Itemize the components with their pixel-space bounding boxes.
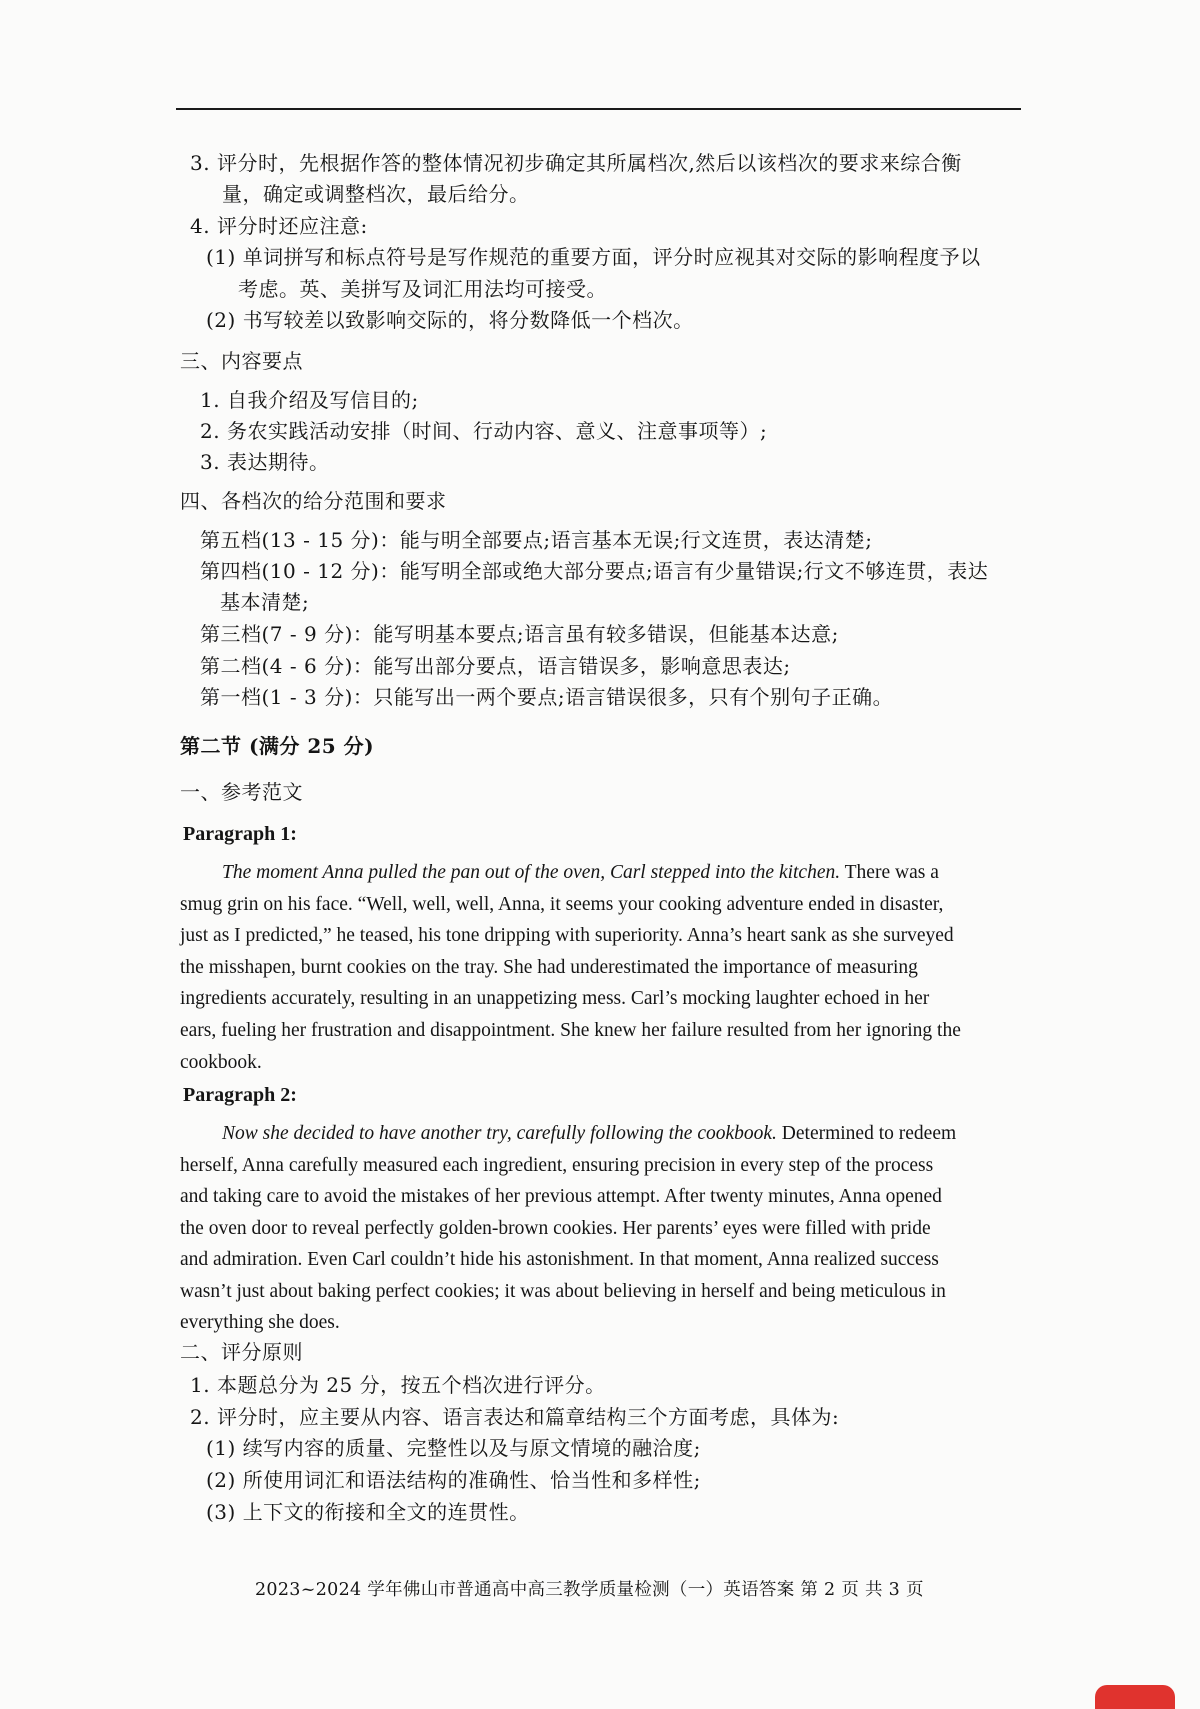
scoring-principles-heading: 二、评分原则 — [180, 1340, 303, 1364]
item-4-sub-1-line-2: 考虑。英、美拼写及词汇用法均可接受。 — [238, 277, 607, 301]
paragraph-2-line: herself, Anna carefully measured each ingredient, ensuring precision in every step of the process — [180, 1155, 934, 1176]
corner-badge — [1095, 1685, 1175, 1709]
paragraph-1-line: ears, fueling her frustration and disappointment. She knew her failure resulted from her ignoring the — [180, 1020, 961, 1041]
content-points-heading: 三、内容要点 — [180, 349, 303, 373]
paragraph-2-line: and taking care to avoid the mistakes of her previous attempt. After twenty minutes, Anna opened — [180, 1186, 942, 1207]
paragraph-2-line-1-rest: Determined to redeem — [776, 1123, 957, 1144]
header-rule — [176, 108, 1021, 110]
paragraph-2-line: the oven door to reveal perfectly golden-brown cookies. Her parents’ eyes were filled with pride — [180, 1218, 931, 1239]
paragraph-2-line: and admiration. Even Carl couldn’t hide his astonishment. In that moment, Anna realized success — [180, 1249, 939, 1270]
paragraph-1-line: smug grin on his face. “Well, well, well, Anna, it seems your cooking adventure ended in disaster, — [180, 894, 944, 915]
grade-4-line-1: 第四档(10 - 12 分)：能写明全部或绝大部分要点;语言有少量错误;行文不够连贯，表达 — [200, 559, 989, 583]
page-footer: 2023~2024 学年佛山市普通高中高三教学质量检测（一）英语答案 第 2 页 共 3 页 — [255, 1580, 924, 1600]
paragraph-2-label: Paragraph 2: — [183, 1084, 297, 1106]
paragraph-2-line-1 — [222, 1121, 956, 1147]
item-4-sub-2: (2) 书写较差以致影响交际的，将分数降低一个档次。 — [206, 308, 694, 332]
paragraph-1-label: Paragraph 1: — [183, 823, 297, 845]
paragraph-1-line-1 — [222, 860, 939, 886]
scoring-principle: 1. 本题总分为 25 分，按五个档次进行评分。 — [190, 1373, 606, 1397]
paragraph-2-line: everything she does. — [180, 1312, 340, 1333]
content-point-2: 2. 务农实践活动安排（时间、行动内容、意义、注意事项等）; — [200, 419, 768, 443]
grade-3: 第三档(7 - 9 分)：能写明基本要点;语言虽有较多错误，但能基本达意; — [200, 622, 839, 646]
scoring-principle: (2) 所使用词汇和语法结构的准确性、恰当性和多样性; — [206, 1468, 701, 1492]
paragraph-1-line: ingredients accurately, resulting in an unappetizing mess. Carl’s mocking laughter echoed in her — [180, 988, 930, 1009]
paragraph-2-lead-sentence: Now she decided to have another try, carefully following the cookbook. — [222, 1123, 777, 1144]
scoring-principle: (3) 上下文的衔接和全文的连贯性。 — [206, 1500, 530, 1524]
grade-1: 第一档(1 - 3 分)：只能写出一两个要点;语言错误很多，只有个别句子正确。 — [200, 685, 894, 709]
paragraph-1-line-1-rest: There was a — [840, 862, 939, 883]
content-point-1: 1. 自我介绍及写信目的; — [200, 388, 419, 412]
grade-4-line-2: 基本清楚; — [220, 590, 310, 614]
item-4: 4. 评分时还应注意: — [190, 214, 368, 238]
paragraph-1-line: just as I predicted,” he teased, his tone dripping with superiority. Anna’s heart sank as she surveyed — [180, 925, 954, 946]
paragraph-1-line: the misshapen, burnt cookies on the tray. She had underestimated the importance of measuring — [180, 957, 918, 978]
paragraph-1-lead-sentence: The moment Anna pulled the pan out of the oven, Carl stepped into the kitchen. — [222, 862, 841, 883]
item-3-line-1: 3. 评分时，先根据作答的整体情况初步确定其所属档次,然后以该档次的要求来综合衡 — [190, 151, 962, 175]
grade-2: 第二档(4 - 6 分)：能写出部分要点，语言错误多，影响意思表达; — [200, 654, 791, 678]
scoring-principle: (1) 续写内容的质量、完整性以及与原文情境的融洽度; — [206, 1436, 701, 1460]
section-2-title: 第二节 (满分 25 分) — [180, 734, 375, 758]
grades-heading: 四、各档次的给分范围和要求 — [180, 489, 447, 513]
item-4-sub-1-line-1: (1) 单词拼写和标点符号是写作规范的重要方面，评分时应视其对交际的影响程度予以 — [206, 245, 981, 269]
paragraph-1-line: cookbook. — [180, 1052, 262, 1073]
reference-essay-heading: 一、参考范文 — [180, 780, 303, 804]
scoring-principle: 2. 评分时，应主要从内容、语言表达和篇章结构三个方面考虑，具体为: — [190, 1405, 840, 1429]
content-point-3: 3. 表达期待。 — [200, 450, 330, 474]
paragraph-2-line: wasn’t just about baking perfect cookies; it was about believing in herself and being meticulous in — [180, 1281, 946, 1302]
item-3-line-2: 量，确定或调整档次，最后给分。 — [222, 182, 530, 206]
grade-5: 第五档(13 - 15 分)：能与明全部要点;语言基本无误;行文连贯，表达清楚; — [200, 528, 873, 552]
